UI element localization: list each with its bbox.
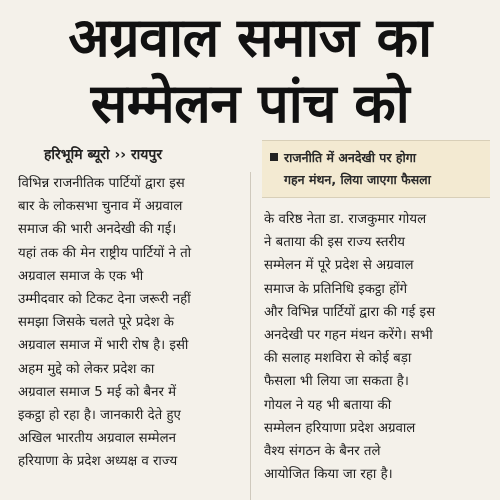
- body-text-line: अनदेखी पर गहन मंथन करेंगे। सभी: [264, 328, 433, 344]
- body-text-line: इकट्ठा हो रहा है। जानकारी देते हुए: [18, 408, 181, 424]
- body-text-line: विभिन्न राजनीतिक पार्टियों द्वारा इस: [18, 176, 185, 191]
- body-text-line: गोयल ने यह भी बताया की: [264, 397, 392, 413]
- body-text-line: उम्मीदवार को टिकट देना जरूरी नहीं: [18, 292, 191, 308]
- body-text-line: यहां तक की मेन राष्ट्रीय पार्टियों ने तो: [18, 245, 192, 261]
- body-text-line: अग्रवाल समाज में भारी रोष है। इसी: [18, 338, 189, 354]
- body-text-line: फैसला भी लिया जा सकता है।: [264, 374, 409, 390]
- body-text-line: आयोजित किया जा रहा है।: [264, 467, 393, 483]
- body-text-line: की सलाह मशविरा से कोई बड़ा: [264, 351, 412, 367]
- body-text-line: अग्रवाल समाज के एक भी: [18, 268, 144, 284]
- body-text-line: ने बताया की इस राज्य स्तरीय: [264, 235, 406, 251]
- left-column: [18, 172, 240, 474]
- body-text-line: वैश्य संगठन के बैनर तले: [264, 444, 381, 460]
- body-text-line: हरियाणा के प्रदेश अध्यक्ष व राज्य: [18, 454, 178, 470]
- right-column: [264, 208, 490, 486]
- headline-line-2: सम्मेलन पांच को: [90, 72, 410, 135]
- headline-line-1: अग्रवाल समाज का: [68, 6, 432, 69]
- body-text-line: के वरिष्ठ नेता डा. राजकुमार गोयल: [264, 212, 427, 227]
- byline: हरिभूमि ब्यूरो ›› रायपुर: [44, 147, 163, 163]
- callout-box: [262, 140, 490, 198]
- square-bullet-icon: [270, 153, 278, 161]
- body-text-line: समझा जिसके चलते पूरे प्रदेश के: [18, 315, 174, 331]
- body-text-line: समाज की भारी अनदेखी की गई।: [18, 222, 177, 238]
- body-text-line: अखिल भारतीय अग्रवाल सम्मेलन: [18, 431, 176, 447]
- callout-line: राजनीति में अनदेखी पर होगा: [284, 150, 416, 165]
- body-text-line: अग्रवाल समाज 5 मई को बैनर में: [18, 384, 177, 400]
- body-text-line: सम्मेलन में पूरे प्रदेश से अग्रवाल: [264, 258, 414, 274]
- callout-line: गहन मंथन, लिया जाएगा फैसला: [284, 172, 431, 187]
- body-text-line: और विभिन्न पार्टियों द्वारा की गई इस: [264, 304, 436, 320]
- body-text-line: अहम मुद्दे को लेकर प्रदेश का: [18, 361, 155, 377]
- body-text-line: बार के लोकसभा चुनाव में अग्रवाल: [18, 199, 183, 215]
- column-divider: [250, 172, 251, 500]
- body-text-line: समाज के प्रतिनिधि इकट्ठा होंगे: [264, 281, 408, 297]
- body-text-line: सम्मेलन हरियाणा प्रदेश अग्रवाल: [264, 420, 416, 436]
